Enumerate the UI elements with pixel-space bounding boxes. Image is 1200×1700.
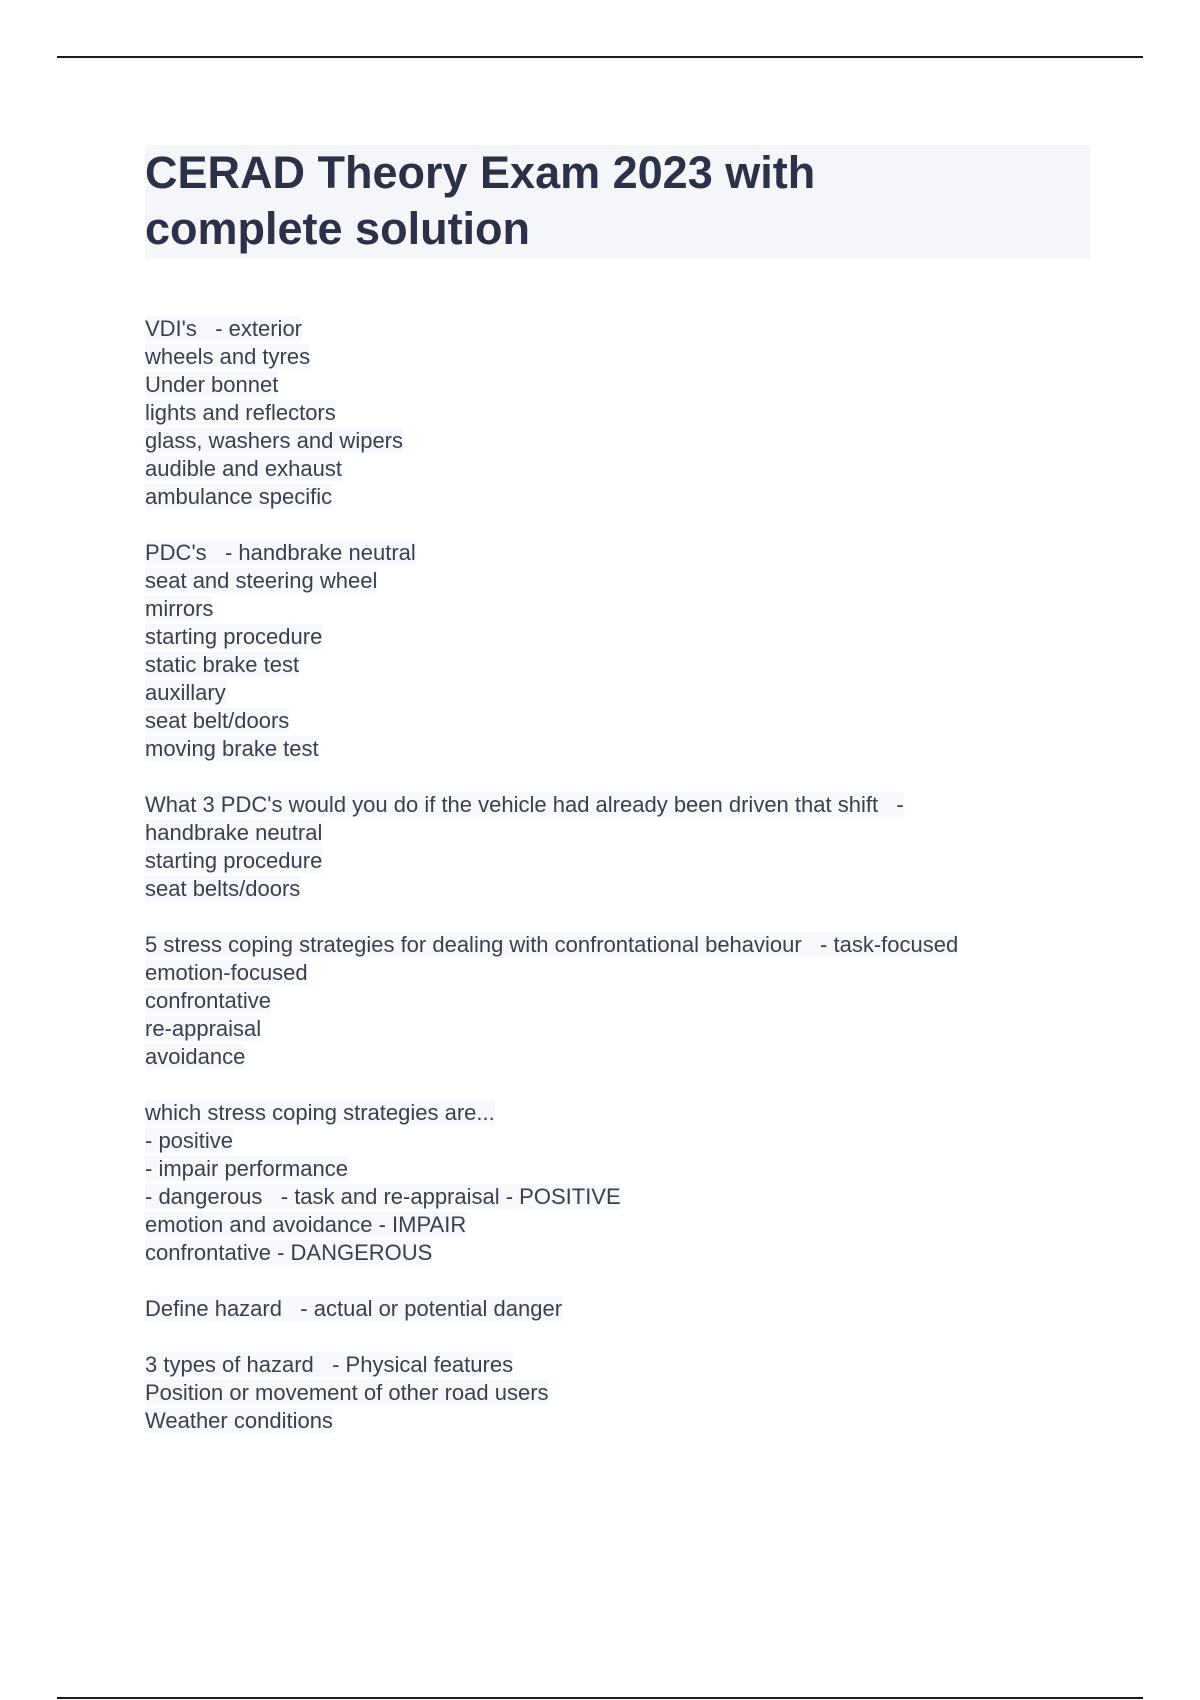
- qa-entry: [145, 315, 1090, 511]
- qa-line: [145, 427, 1090, 455]
- qa-line: [145, 595, 1090, 623]
- qa-line: [145, 483, 1090, 511]
- qa-line: [145, 1043, 1090, 1071]
- qa-line-text: seat and steering wheel: [145, 568, 378, 593]
- qa-line-text: 3 types of hazard - Physical features: [145, 1352, 514, 1377]
- qa-line: [145, 455, 1090, 483]
- qa-line: [145, 959, 1090, 987]
- qa-line: [145, 651, 1090, 679]
- qa-line-text: which stress coping strategies are...: [145, 1100, 495, 1125]
- qa-line-text: auxillary: [145, 680, 226, 705]
- qa-line-text: - positive: [145, 1128, 234, 1153]
- qa-line-text: static brake test: [145, 652, 300, 677]
- qa-line-text: Weather conditions: [145, 1408, 333, 1433]
- qa-line-text: PDC's - handbrake neutral: [145, 540, 416, 565]
- qa-line-text: - dangerous - task and re-appraisal - POSITIVE: [145, 1184, 621, 1209]
- qa-line: [145, 791, 1090, 819]
- qa-line: [145, 623, 1090, 651]
- qa-line: [145, 1127, 1090, 1155]
- qa-line-text: seat belt/doors: [145, 708, 290, 733]
- qa-line: [145, 819, 1090, 847]
- qa-line: [145, 1407, 1090, 1435]
- bottom-rule: [57, 1697, 1143, 1699]
- qa-line-text: audible and exhaust: [145, 456, 342, 481]
- qa-line-text: What 3 PDC's would you do if the vehicle had already been driven that shift -: [145, 792, 904, 817]
- qa-line: [145, 679, 1090, 707]
- qa-line: [145, 371, 1090, 399]
- qa-line-text: Under bonnet: [145, 372, 279, 397]
- qa-line-text: avoidance: [145, 1044, 246, 1069]
- page-title: CERAD Theory Exam 2023 with complete solution: [145, 147, 816, 254]
- qa-line-text: starting procedure: [145, 624, 323, 649]
- qa-line-text: moving brake test: [145, 736, 319, 761]
- top-rule: [57, 56, 1143, 58]
- qa-line: [145, 1351, 1090, 1379]
- qa-line: [145, 931, 1090, 959]
- qa-line: [145, 315, 1090, 343]
- qa-line: [145, 707, 1090, 735]
- qa-line: [145, 343, 1090, 371]
- qa-line: [145, 539, 1090, 567]
- qa-line: [145, 1099, 1090, 1127]
- qa-line-text: wheels and tyres: [145, 344, 311, 369]
- qa-line-text: VDI's - exterior: [145, 316, 303, 341]
- qa-entry: [145, 539, 1090, 763]
- qa-line-text: lights and reflectors: [145, 400, 336, 425]
- qa-line: [145, 567, 1090, 595]
- qa-line: [145, 399, 1090, 427]
- qa-line-text: emotion and avoidance - IMPAIR: [145, 1212, 467, 1237]
- qa-line: [145, 987, 1090, 1015]
- qa-line-text: confrontative - DANGEROUS: [145, 1240, 433, 1265]
- qa-line-text: emotion-focused: [145, 960, 308, 985]
- qa-line: [145, 1379, 1090, 1407]
- qa-line-text: handbrake neutral: [145, 820, 323, 845]
- qa-line-text: Position or movement of other road users: [145, 1380, 549, 1405]
- qa-line-text: glass, washers and wipers: [145, 428, 404, 453]
- qa-line: [145, 1211, 1090, 1239]
- qa-line-text: seat belts/doors: [145, 876, 301, 901]
- qa-entry: [145, 791, 1090, 903]
- qa-line: [145, 1239, 1090, 1267]
- page-content: [145, 145, 1090, 1463]
- qa-entry: [145, 1295, 1090, 1323]
- qa-line: [145, 1015, 1090, 1043]
- title-block: [145, 145, 1090, 259]
- qa-line: [145, 847, 1090, 875]
- qa-line: [145, 1295, 1090, 1323]
- qa-line-text: confrontative: [145, 988, 271, 1013]
- qa-line-text: re-appraisal: [145, 1016, 262, 1041]
- qa-line: [145, 1183, 1090, 1211]
- qa-line: [145, 1155, 1090, 1183]
- qa-list: [145, 315, 1090, 1435]
- qa-line-text: Define hazard - actual or potential danger: [145, 1296, 563, 1321]
- qa-line-text: starting procedure: [145, 848, 323, 873]
- qa-entry: [145, 1351, 1090, 1435]
- qa-line-text: ambulance specific: [145, 484, 333, 509]
- qa-entry: [145, 931, 1090, 1071]
- qa-line-text: 5 stress coping strategies for dealing with confrontational behaviour - task-focused: [145, 932, 959, 957]
- qa-line: [145, 875, 1090, 903]
- qa-line-text: mirrors: [145, 596, 214, 621]
- qa-line: [145, 735, 1090, 763]
- qa-line-text: - impair performance: [145, 1156, 348, 1181]
- qa-entry: [145, 1099, 1090, 1267]
